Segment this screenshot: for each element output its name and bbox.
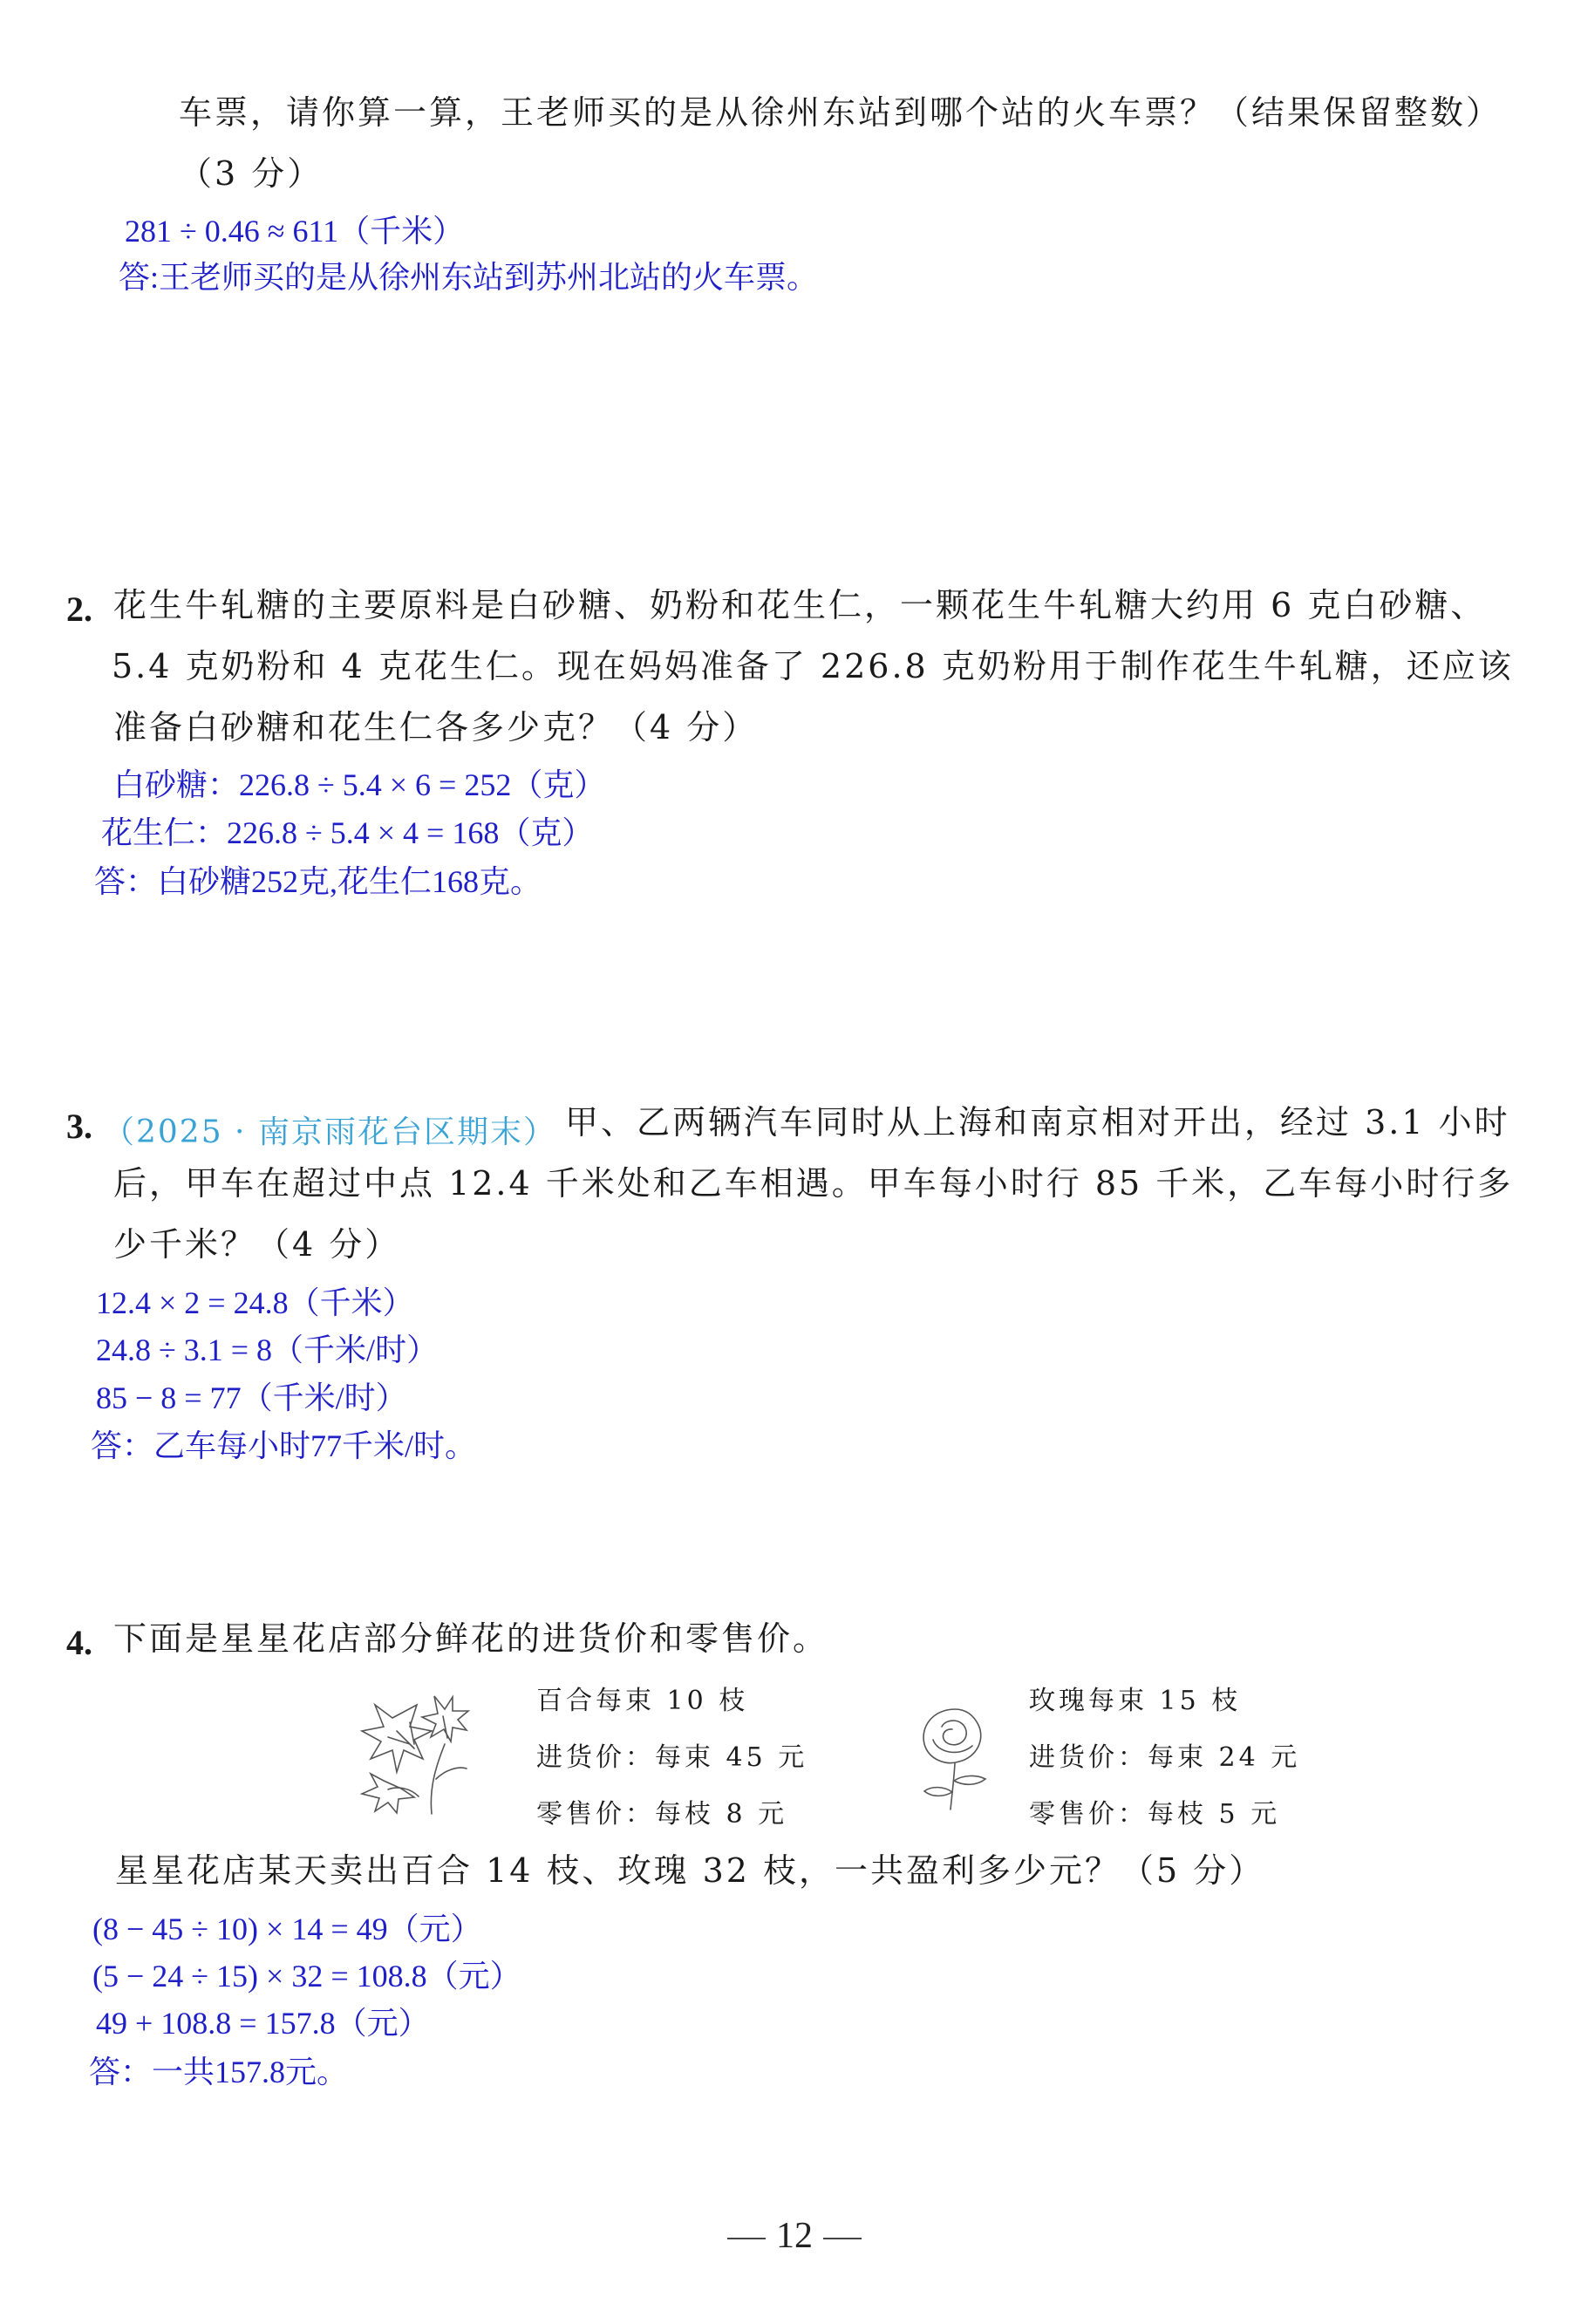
q3-answer-line2: 24.8 ÷ 3.1 = 8（千米/时） bbox=[96, 1332, 439, 1367]
lily-retail-price: 零售价：每枝 8 元 bbox=[536, 1799, 788, 1830]
q2-text-line2: 5.4 克奶粉和 4 克花生仁。现在妈妈准备了 226.8 克奶粉用于制作花生牛轧糖，还应该 bbox=[112, 647, 1514, 685]
rose-retail-price: 零售价：每枝 5 元 bbox=[1029, 1799, 1281, 1830]
q3-text-line1: 甲、乙两辆汽车同时从上海和南京相对开出，经过 3.1 小时 bbox=[565, 1103, 1510, 1142]
q2-text-line1: 花生牛轧糖的主要原料是白砂糖、奶粉和花生仁，一颗花生牛轧糖大约用 6 克白砂糖、 bbox=[113, 586, 1487, 624]
lily-flower-icon bbox=[349, 1683, 480, 1823]
q1-text-line1: 车票，请你算一算，王老师买的是从徐州东站到哪个站的火车票？（结果保留整数） bbox=[179, 93, 1502, 132]
q4-text-line2: 星星花店某天卖出百合 14 枝、玫瑰 32 枝，一共盈利多少元？（5 分） bbox=[115, 1851, 1265, 1890]
footer-dash-left bbox=[727, 2238, 766, 2239]
footer-dash-right bbox=[823, 2238, 862, 2239]
rose-purchase-price: 进货价：每束 24 元 bbox=[1029, 1742, 1301, 1773]
q4-answer-line1: (8 − 45 ÷ 10) × 14 = 49（元） bbox=[92, 1912, 482, 1946]
q3-answer-line1: 12.4 × 2 = 24.8（千米） bbox=[96, 1285, 414, 1320]
q3-answer-line4: 答：乙车每小时77千米/时。 bbox=[91, 1428, 477, 1463]
q3-answer-line3: 85 − 8 = 77（千米/时） bbox=[96, 1380, 407, 1415]
lily-purchase-price: 进货价：每束 45 元 bbox=[536, 1742, 808, 1773]
q3-number: 3. bbox=[66, 1107, 92, 1146]
q3-text-line3: 少千米？（4 分） bbox=[113, 1225, 401, 1264]
q2-answer-line3: 答：白砂糖252克,花生仁168克。 bbox=[94, 864, 542, 899]
q1-text-line2: （3 分） bbox=[179, 154, 324, 193]
q4-text-line1: 下面是星星花店部分鲜花的进货价和零售价。 bbox=[113, 1619, 829, 1658]
q2-number: 2. bbox=[66, 590, 92, 629]
q4-number: 4. bbox=[66, 1623, 92, 1662]
q2-answer-line1: 白砂糖：226.8 ÷ 5.4 × 6 = 252（克） bbox=[113, 767, 606, 802]
rose-flower-icon bbox=[907, 1700, 1003, 1814]
q4-answer-line3: 49 + 108.8 = 157.8（元） bbox=[96, 2006, 430, 2041]
q1-answer-line2: 答:王老师买的是从徐州东站到苏州北站的火车票。 bbox=[119, 260, 819, 295]
q3-source: （2025 · 南京雨花台区期末） bbox=[103, 1114, 556, 1150]
q2-text-line3: 准备白砂糖和花生仁各多少克？（4 分） bbox=[113, 708, 759, 746]
q4-answer-line2: (5 − 24 ÷ 15) × 32 = 108.8（元） bbox=[92, 1959, 521, 1993]
q1-answer-line1: 281 ÷ 0.46 ≈ 611（千米） bbox=[125, 214, 465, 249]
lily-title: 百合每束 10 枝 bbox=[536, 1686, 749, 1716]
q2-answer-line2: 花生仁：226.8 ÷ 5.4 × 4 = 168（克） bbox=[101, 815, 594, 850]
q3-text-line2: 后，甲车在超过中点 12.4 千米处和乙车相遇。甲车每小时行 85 千米，乙车每小时行多 bbox=[113, 1164, 1514, 1203]
page-number: 12 bbox=[776, 2216, 813, 2256]
q4-answer-line4: 答：一共157.8元。 bbox=[89, 2055, 349, 2089]
rose-title: 玫瑰每束 15 枝 bbox=[1029, 1686, 1242, 1716]
page-footer bbox=[717, 2215, 872, 2257]
